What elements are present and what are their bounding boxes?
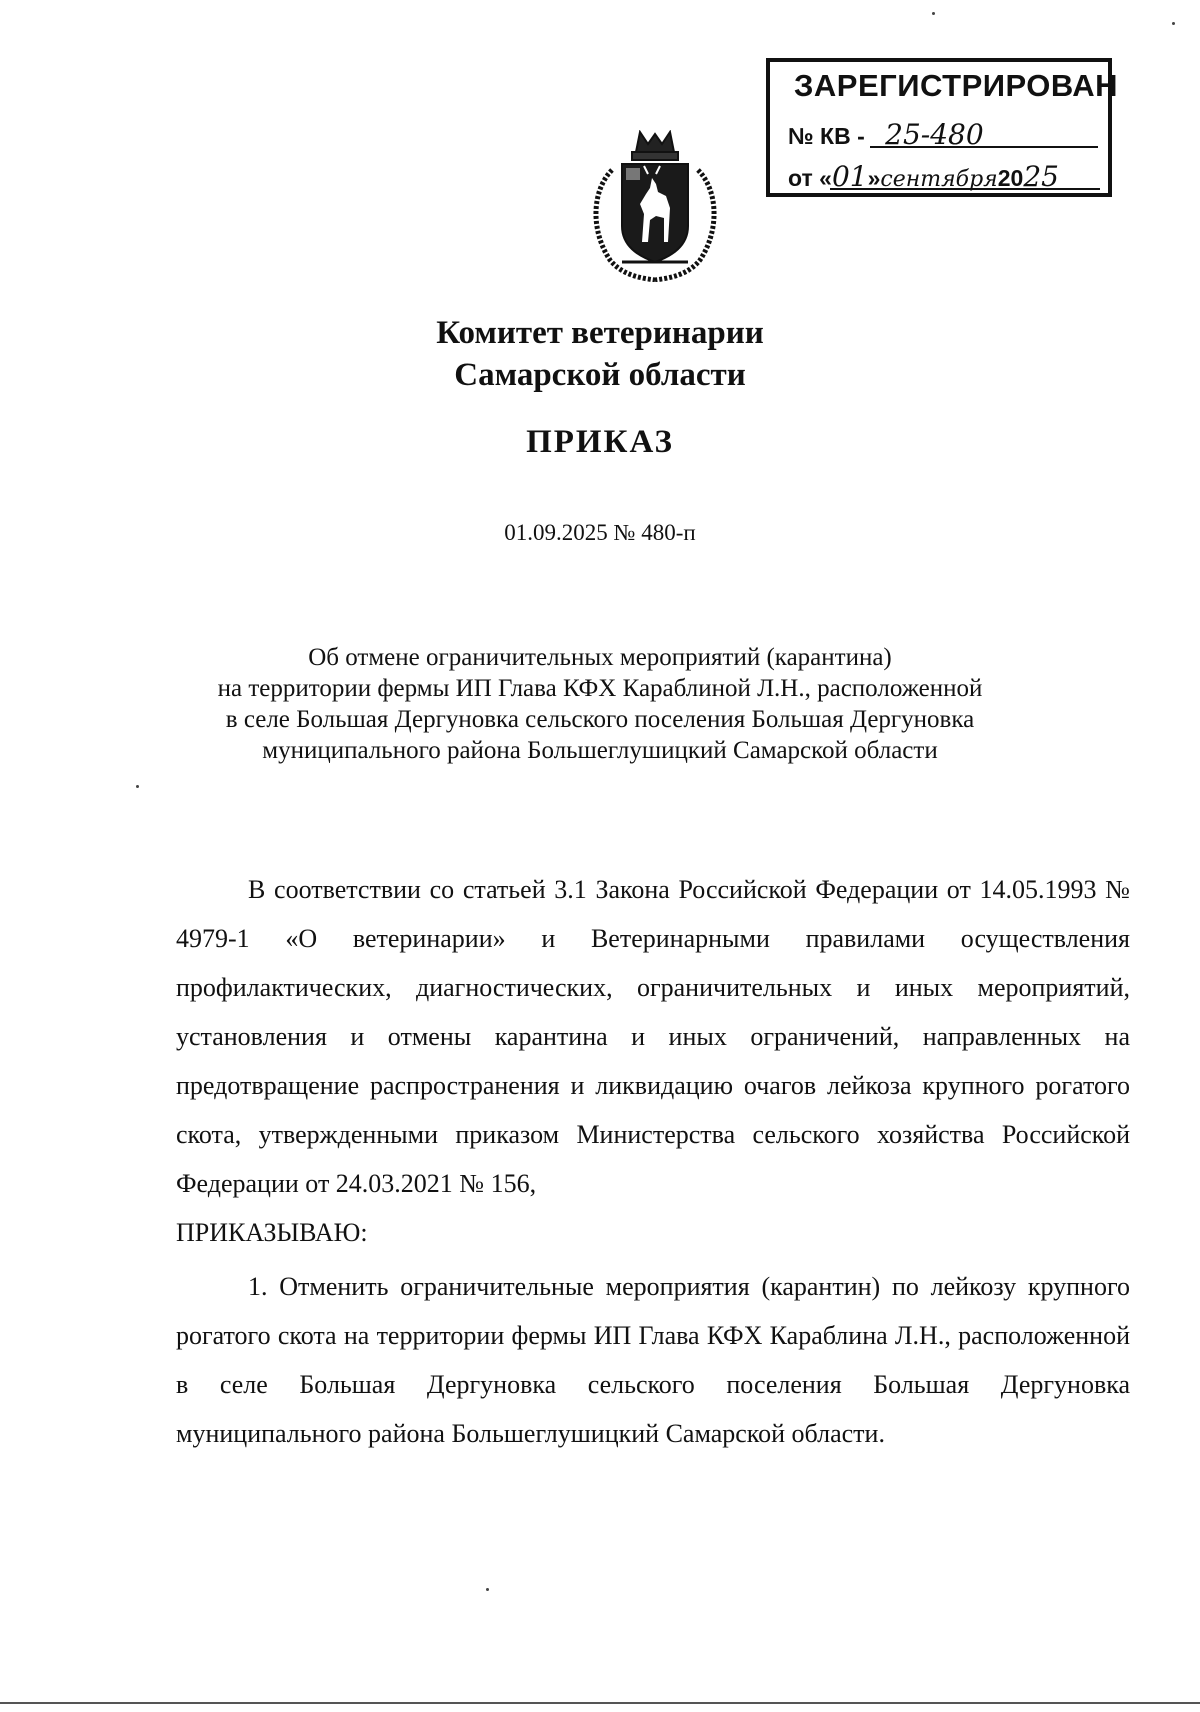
- stamp-date-prefix: от «: [788, 165, 832, 191]
- body-item-1: [176, 1262, 1130, 1458]
- order-word: ПРИКАЗЫВАЮ:: [176, 1218, 368, 1247]
- scan-speck: [932, 12, 935, 15]
- organization-name-line2: Самарской области: [454, 357, 746, 393]
- document-date-number: 01.09.2025 № 480-п: [504, 520, 696, 545]
- stamp-number-underline: [870, 146, 1098, 148]
- scan-speck: [486, 1588, 489, 1591]
- scan-speck: [1172, 22, 1175, 25]
- stamp-number-value: 25-480: [885, 118, 984, 151]
- stamp-number-prefix: № КВ -: [788, 123, 865, 149]
- registration-stamp: [766, 58, 1119, 197]
- item-1-text: 1. Отменить ограничительные мероприятия (карантин) по лейкозу крупного рогатого скота на территории фермы ИП Глава КФХ Караблина Л.Н., расположенной в селе Большая Дергуновка сельского поселения Большая Дергуновка муниципального района Большеглушицкий Самарской области.: [176, 1272, 1130, 1448]
- stamp-date-year: 25: [1023, 160, 1059, 193]
- body-preamble: [176, 865, 1130, 1257]
- samara-coat-of-arms-icon: [582, 130, 728, 282]
- document-subject: [0, 642, 1200, 766]
- subject-line1: Об отмене ограничительных мероприятий (карантина): [308, 644, 892, 671]
- stamp-date-mid: »: [867, 165, 881, 191]
- subject-line3: в селе Большая Дергуновка сельского поселения Большая Дергуновка: [225, 706, 975, 733]
- scan-speck: [136, 785, 139, 788]
- stamp-date-year-prefix: 20: [997, 165, 1024, 191]
- organization-name-line1: Комитет ветеринарии: [436, 315, 764, 351]
- scan-edge-line: [0, 1702, 1200, 1704]
- stamp-title: ЗАРЕГИСТРИРОВАН: [794, 68, 1119, 103]
- stamp-date-month: сентября: [880, 167, 998, 192]
- organization-name: [0, 312, 1200, 396]
- stamp-date-underline: [830, 188, 1100, 190]
- document-type: ПРИКАЗ: [526, 424, 674, 460]
- stamp-date-day: 01: [831, 160, 868, 193]
- subject-line4: муниципального района Большеглушицкий Самарской области: [262, 737, 938, 764]
- preamble-text: В соответствии со статьей 3.1 Закона Российской Федерации от 14.05.1993 № 4979-1 «О ветеринарии» и Ветеринарными правилами осуществления профилактических, диагностических, ограничительных и иных мероприятий, установления и отмены карантина и иных ограничений, направленных на предотвращение распространения и ликвидацию очагов лейкоза крупного рогатого скота, утвержденными приказом Министерства сельского хозяйства Российской Федерации от 24.03.2021 № 156,: [176, 875, 1130, 1198]
- subject-line2: на территории фермы ИП Глава КФХ Караблиной Л.Н., расположенной: [217, 675, 983, 702]
